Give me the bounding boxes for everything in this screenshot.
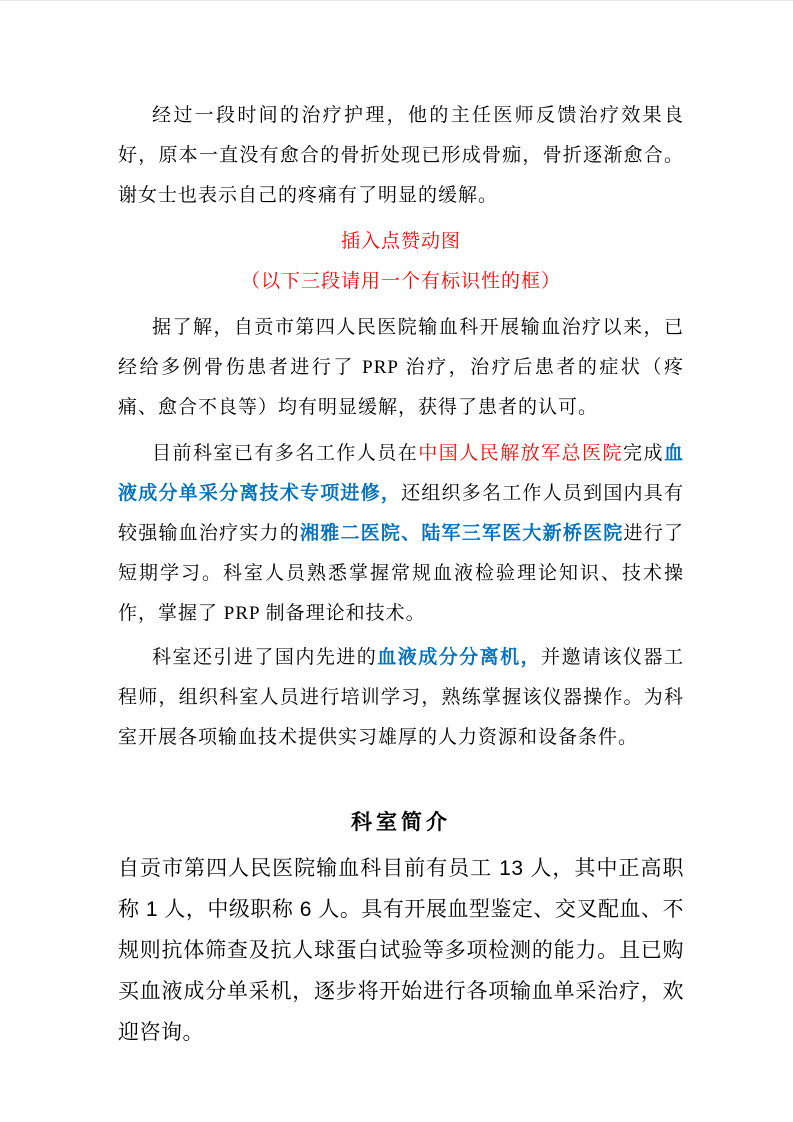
document-content: [0, 1, 793, 1053]
text-run: 插入点赞动图: [340, 231, 461, 252]
paragraph-prp-results: [118, 308, 684, 428]
paragraph-equipment-intro: [118, 638, 684, 758]
text-run: 科室还引进了国内先进的: [152, 647, 378, 668]
text-run: 自贡市第四人民医院输血科目前有员工 13 人，其中正高职称 1 人，中级职称 6 人。具有开展血型鉴定、交叉配血、不规则抗体筛查及抗人球蛋白试验等多项检测的能力。且已购买血液成分单采机，逐步将开始进行各项输血单采治疗，欢迎咨询。: [118, 857, 684, 1044]
note-insert-like-gif: [118, 222, 684, 262]
text-run: 湘雅二医院、陆军三军医大新桥医院: [300, 523, 624, 544]
text-run: 目前科室已有多名工作人员在: [152, 443, 419, 464]
text-run: 经过一段时间的治疗护理，他的主任医师反馈治疗效果良好，原本一直没有愈合的骨折处现已形成骨痂，骨折逐渐愈合。谢女士也表示自己的疼痛有了明显的缓解。: [118, 105, 684, 206]
text-run: 完成: [623, 443, 664, 464]
text-run: 并邀请该仪器工程师，组织科室人员进行培训学习，熟练掌握该仪器操作。为科室开展各项输血技术提供实习雄厚的人力资源和设备条件。: [118, 647, 684, 748]
paragraph-treatment-feedback: [118, 96, 684, 216]
text-run: 中国人民解放军总医院: [418, 443, 623, 464]
note-use-marked-box: [118, 262, 684, 302]
paragraph-department-overview: [118, 848, 684, 1053]
text-run: （以下三段请用一个有标识性的框）: [240, 271, 561, 292]
text-run: 进行了短期学习。科室人员熟悉掌握常规血液检验理论知识、技术操作，掌握了 PRP 制备理论和技术。: [118, 523, 684, 624]
text-run: 科室简介: [351, 810, 451, 834]
section-heading-department-intro: [118, 802, 684, 842]
text-run: 还组织多名工作人员到国内具有较强输血治疗实力的: [118, 483, 684, 544]
text-run: 据了解，自贡市第四人民医院输血科开展输血治疗以来，已经给多例骨伤患者进行了 PRP 治疗，治疗后患者的症状（疼痛、愈合不良等）均有明显缓解，获得了患者的认可。: [118, 317, 684, 418]
paragraph-staff-training: [118, 434, 684, 634]
text-run: 血液成分分离机，: [377, 647, 542, 668]
text-run: 血液成分单采分离技术专项进修，: [118, 443, 684, 504]
